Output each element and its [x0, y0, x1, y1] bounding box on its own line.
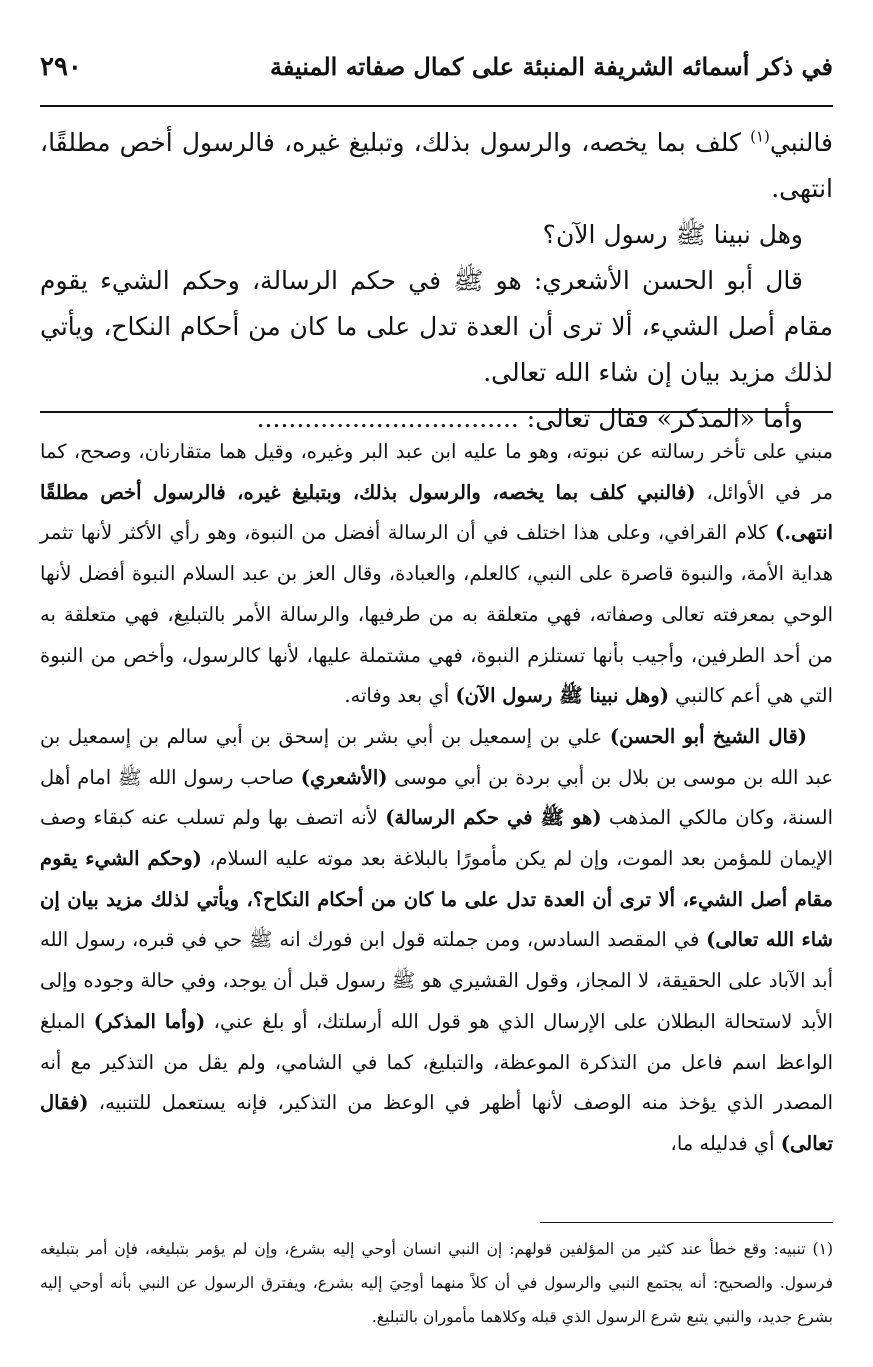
- footnote-1: (١) تنبيه: وقع خطأ عند كثير من المؤلفين قولهم: إن النبي انسان أوحي إليه بشرع، وإن لم يؤمر بتبليغه، فإن أمر بتبليغه فرسول. والصحيح: أنه يجتمع النبي والرسول في أن كلاً منهما أوحِيَ إليه بشرع، ويفترق الرسول عن النبي بأنه أوحي إليه بشرع جديد، والنبي يتبع شرع الرسول الذي قبله وكلاهما مأموران بالتبليغ.: [40, 1240, 833, 1326]
- quoted-matn: (قال الشيخ أبو الحسن): [609, 724, 807, 748]
- footnote-marker: (١): [750, 127, 770, 146]
- header-rule: [40, 105, 833, 107]
- footnotes: [40, 1232, 833, 1334]
- commentary-segment: أي بعد وفاته.: [344, 684, 456, 708]
- commentary-paragraph-2: [40, 717, 833, 1165]
- matn-line-1-end: كلف بما يخصه، والرسول بذلك، وتبليغ غيره، فالرسول أخص مطلقًا، انتهى.: [40, 128, 833, 203]
- matn-question: وهل نبينا ﷺ رسول الآن؟: [542, 220, 803, 249]
- quoted-matn: (وأما المذكر): [93, 1009, 206, 1033]
- commentary-segment: صاحب رسول الله ﷺ امام أهل السنة، وكان مالكي المذهب: [40, 765, 833, 830]
- quoted-matn: (فالنبي كلف بما يخصه، والرسول بذلك، وبتبليغ غيره، فالرسول أخص مطلقًا انتهى.): [40, 480, 833, 545]
- matn-separator-rule: [40, 411, 833, 413]
- matn-line-1-start: فالنبي: [769, 128, 833, 157]
- main-text: [40, 120, 833, 442]
- commentary-text: [40, 432, 833, 1165]
- footnote-rule: [540, 1222, 833, 1223]
- ellipsis-dots: .................................: [256, 404, 519, 433]
- commentary-segment: علي بن إسمعيل بن أبي بشر بن إسحق بن أبي سالم بن إسمعيل بن عبد الله بن موسى بن بلال بن أبي بردة بن أبي موسى: [40, 724, 834, 789]
- commentary-segment: مبني على تأخر رسالته عن نبوته، وهو ما عليه ابن عبد البر وغيره، وقيل هما متقارنان، وصحح، كما مر في الأوائل،: [40, 440, 833, 504]
- quoted-matn: (وهل نبينا ﷺ رسول الآن): [455, 684, 669, 708]
- quoted-matn: (الأشعري): [300, 765, 388, 789]
- running-title: في ذكر أسمائه الشريفة المنبئة على كمال صفاته المنيفة: [269, 52, 833, 81]
- matn-line-1: [40, 120, 833, 212]
- quoted-matn: (وحكم الشيء يقوم مقام أصل الشيء، ألا ترى أن العدة تدل على ما كان من أحكام النكاح؟، ويأتي لذلك مزيد بيان إن شاء الله تعالى): [40, 847, 833, 952]
- page-number: ٢٩٠: [40, 52, 82, 82]
- matn-mudhakkir-text: وأما «المذكر» فقال تعالى:: [518, 404, 803, 433]
- quoted-matn: (فقال تعالى): [40, 1091, 833, 1155]
- quoted-matn: (هو ﷺ في حكم الرسالة): [385, 806, 602, 830]
- commentary-segment: أي فدليله ما،: [670, 1131, 781, 1155]
- commentary-segment: كلام القرافي، وعلى هذا اختلف في أن الرسالة أفضل من النبوة، وهو رأي الأكثر لأنها تثمر هداية الأمة، والنبوة قاصرة على النبي، كالعلم، والعبادة، وقال العز بن عبد السلام النبوة أفضل لأنها الوحي بمعرفته تعالى وصفاته، فهي متعلقة به من طرفيها، والرسالة الأمر بالتبليغ، فهي متعلقة به من أحد الطرفين، وأجيب بأنها تستلزم النبوة، فهي مشتملة عليها، لأنها كالرسول، وأخص من النبوة التي هي أعم كالنبي: [40, 521, 833, 708]
- commentary-segment: في المقصد السادس، ومن جملته قول ابن فورك انه ﷺ حي في قبره، رسول الله أبد الآباد على الحقيقة، لا المجاز، وقول القشيري هو ﷺ رسول قبل أن يوجد، وفي حالة وجوده وإلى الأبد لاستحالة البطلان على الإرسال الذي هو قول الله أرسلتك، أو بلغ عني،: [40, 928, 834, 1033]
- commentary-paragraph-1: [40, 432, 833, 717]
- matn-ashari-quote: قال أبو الحسن الأشعري: هو ﷺ في حكم الرسالة، وحكم الشيء يقوم مقام أصل الشيء، ألا ترى أن العدة تدل على ما كان من أحكام النكاح، ويأتي لذلك مزيد بيان إن شاء الله تعالى.: [40, 266, 833, 387]
- page-header: [40, 44, 833, 96]
- commentary-segment: لأنه اتصف بها ولم تسلب عنه كبقاء وصف الإيمان للمؤمن بعد الموت، وإن لم يكن مأمورًا بالبلاغة بعد موته عليه السلام،: [40, 806, 833, 871]
- commentary-segment: المبلغ الواعظ اسم فاعل من التذكرة الموعظة، والتبليغ، كما في الشامي، ولم يقل من التذكير مع أنه المصدر الذي يؤخذ منه الوصف لأنها أظهر في الوعظ من التذكير، فإنه يستعمل للتنبيه،: [40, 1009, 833, 1115]
